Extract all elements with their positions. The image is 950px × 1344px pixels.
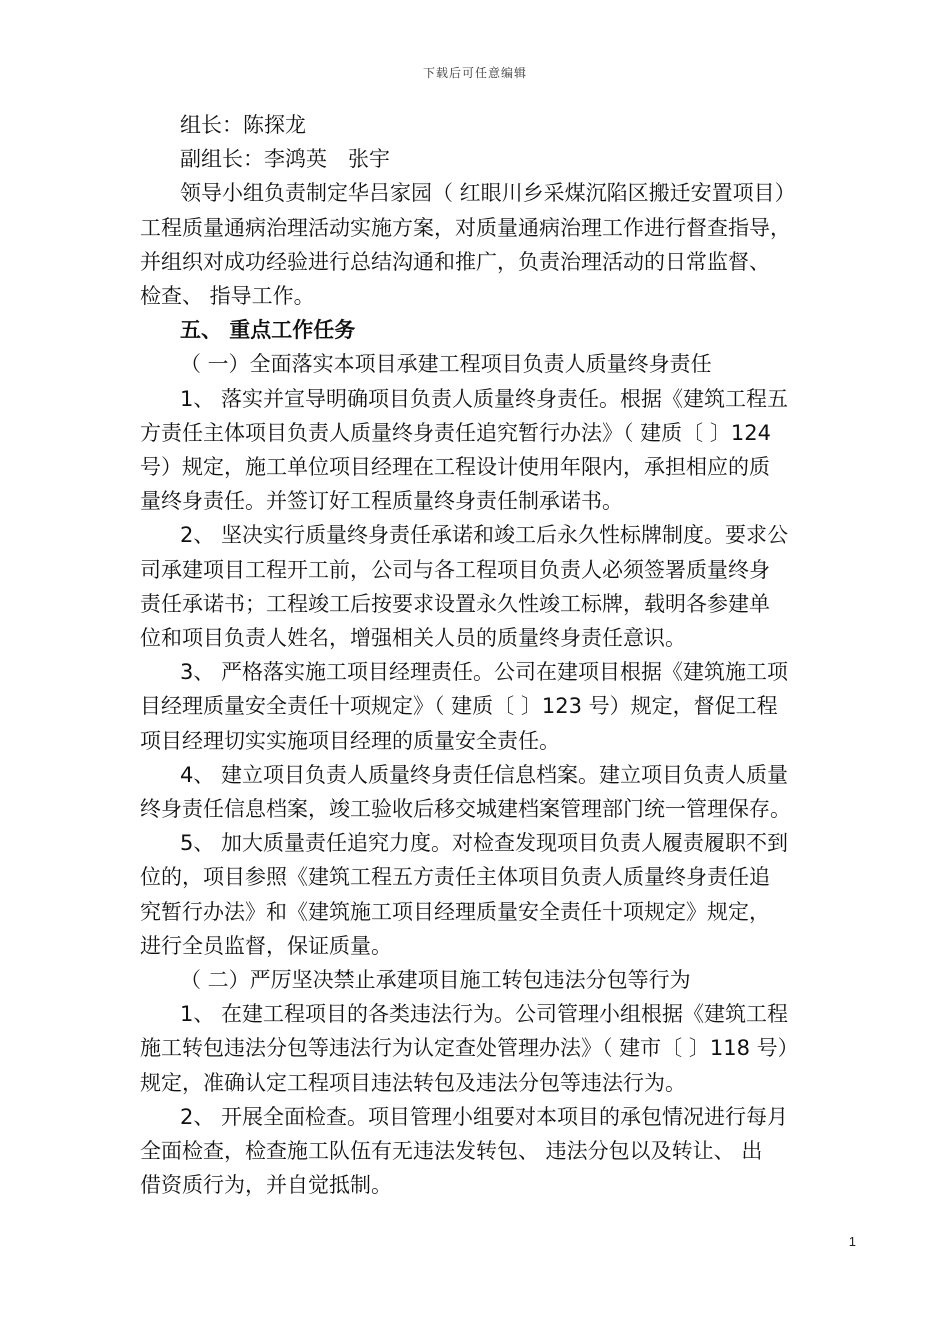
- paragraph-line: 项目经理切实实施项目经理的质量安全责任。: [140, 728, 560, 753]
- paragraph-line: 责任承诺书；工程竣工后按要求设置永久性竣工标牌，载明各参建单: [140, 591, 770, 616]
- page-number: 1: [848, 1234, 856, 1249]
- paragraph-line: 位的，项目参照《建筑工程五方责任主体项目负责人质量终身责任追: [140, 865, 770, 890]
- paragraph-line: 工程质量通病治理活动实施方案，对质量通病治理工作进行督查指导，: [140, 215, 791, 240]
- paragraph-line: 司承建项目工程开工前，公司与各工程项目负责人必须签署质量终身: [140, 557, 770, 582]
- paragraph-line: 4、 建立项目负责人质量终身责任信息档案。建立项目负责人质量: [180, 762, 789, 787]
- paragraph-line: 并组织对成功经验进行总结沟通和推广，负责治理活动的日常监督、: [140, 249, 770, 274]
- paragraph-line: 进行全员监督，保证质量。: [140, 933, 392, 958]
- paragraph-line: 借资质行为，并自觉抵制。: [140, 1173, 392, 1198]
- paragraph-line: 领导小组负责制定华吕家园（ 红眼川乡采煤沉陷区搬迁安置项目）: [180, 181, 796, 206]
- paragraph-line: 2、 开展全面检查。项目管理小组要对本项目的承包情况进行每月: [180, 1104, 789, 1129]
- section-heading: 五、 重点工作任务: [180, 318, 356, 343]
- paragraph-line: 目经理质量安全责任十项规定》（ 建质〔 〕123 号）规定，督促工程: [140, 694, 778, 719]
- paragraph-line: 规定，准确认定工程项目违法转包及违法分包等违法行为。: [140, 1070, 686, 1095]
- deputy-leader-line: 副组长：李鸿英 张宇: [180, 147, 390, 172]
- paragraph-line: 终身责任信息档案，竣工验收后移交城建档案管理部门统一管理保存。: [140, 797, 791, 822]
- document-body: [140, 108, 850, 1203]
- paragraph-line: 5、 加大质量责任追究力度。对检查发现项目负责人履责履职不到: [180, 831, 789, 856]
- paragraph-line: 2、 坚决实行质量终身责任承诺和竣工后永久性标牌制度。要求公: [180, 523, 789, 548]
- paragraph-line: 1、 落实并宣导明确项目负责人质量终身责任。根据《建筑工程五: [180, 386, 789, 411]
- paragraph-line: 量终身责任。并签订好工程质量终身责任制承诺书。: [140, 489, 623, 514]
- leader-line: 组长：陈探龙: [180, 113, 306, 137]
- paragraph-line: 方责任主体项目负责人质量终身责任追究暂行办法》（ 建质〔 〕124: [140, 420, 771, 445]
- paragraph-line: 全面检查，检查施工队伍有无违法发转包、 违法分包以及转让、 出: [140, 1139, 763, 1164]
- paragraph-line: 施工转包违法分包等违法行为认定查处管理办法》（ 建市〔 〕118 号）: [140, 1036, 799, 1061]
- subsection-heading: （ 二）严厉坚决禁止承建项目施工转包违法分包等行为: [180, 968, 691, 993]
- paragraph-line: 1、 在建工程项目的各类违法行为。公司管理小组根据《建筑工程: [180, 1002, 789, 1027]
- paragraph-line: 号）规定，施工单位项目经理在工程设计使用年限内，承担相应的质: [140, 455, 770, 480]
- paragraph-line: 究暂行办法》和《建筑施工项目经理质量安全责任十项规定》规定，: [140, 899, 770, 924]
- paragraph-line: 位和项目负责人姓名，增强相关人员的质量终身责任意识。: [140, 626, 686, 651]
- subsection-heading: （ 一）全面落实本项目承建工程项目负责人质量终身责任: [180, 352, 712, 377]
- paragraph-line: 3、 严格落实施工项目经理责任。公司在建项目根据《建筑施工项: [180, 660, 789, 685]
- paragraph-line: 检查、 指导工作。: [140, 284, 315, 309]
- page-header: 下载后可任意编辑: [422, 66, 527, 80]
